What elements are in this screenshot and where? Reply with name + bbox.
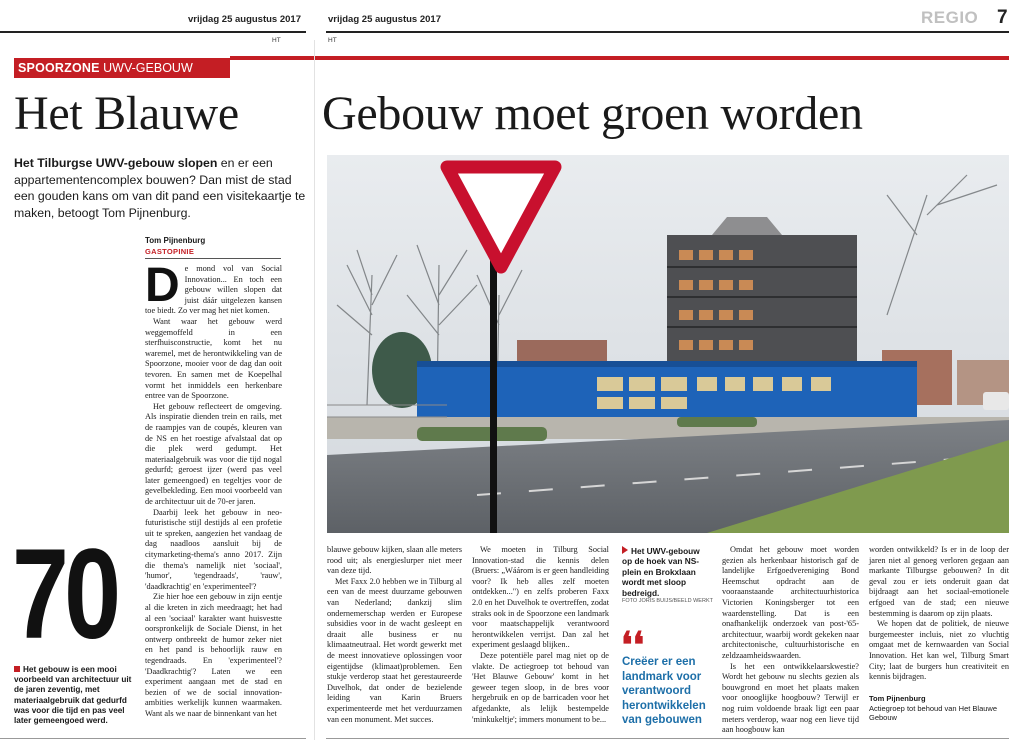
- article-column-3: [472, 545, 609, 725]
- paragraph: Zie hier hoe een gebouw in zijn eentje al die kreten in zich meedraagt; het had al een 'sociaal' karakter want huisvestte oorspronkelijk de Sociale Dienst, in het ontwerp ontbreekt de humor zeker niet en het pand is behoorlijk rauw en tegendraads. En 'experimenteel'? 'Daadkrachtig'? Laten we een experiment aangaan met de stad en bezien of we de social innovation-ambities werkelijk kunnen waarmaken. Want als we naar de binnenkant van het: [145, 592, 282, 718]
- headline-part1: Het Blauwe: [14, 87, 239, 140]
- byline-author: Tom Pijnenburg: [145, 236, 206, 245]
- paragraph: Is het een ontwikkelaarskwestie? Wordt het gebouw nu slechts gezien als bouwgrond en moet het plaats maken voor onooglijke hoogbouw? Terwijl er nog ruim voldoende braak ligt een paar meters verderop, waar nog een lieve tijd aan hoogbouw kan: [722, 661, 859, 735]
- section-label: [14, 58, 230, 78]
- footer-rule-right: [326, 738, 1009, 739]
- paragraph: Het gebouw reflecteert de omgeving. Als inspiratie dienden trein en rails, met de raampjes van de coupés, kleuren van de NS en het roestige afvalstaal dat op die plek werd gedumpt. Het materiaalgebruik was voor die tijd nogal gedurfd; geroest ijzer (werd pas veel later gemeengoed) en tegeltjes voor de gevelbekleding. Een mooi voorbeeld van de architectuur uit de 70-er jaren.: [145, 401, 282, 507]
- paragraph: Want waar het gebouw werd weggemoffeld in een sterfhuisconstructie, komt het nu waremel, met de herontwikkeling van de Spoorzone, mooier voor de dag dan ooit tevoren. En samen met de Koepelhal vormt het inmiddels een herkenbare entree van de Spoorzone.: [145, 316, 282, 401]
- paragraph: e mond vol van Social Innovation... En toch een gebouw willen slopen dat juist dáár uitgelezen kansen toe biedt. Zo ver mag het niet komen.: [145, 264, 282, 316]
- dropcap: D: [145, 259, 180, 312]
- label-secondary: UWV-GEBOUW: [103, 61, 193, 75]
- photo-caption: Het UWV-gebouw op de hoek van NS-plein en Brokxlaan wordt met sloop bedreigd.: [622, 546, 700, 598]
- quote-mark-icon: ❛❛: [621, 625, 645, 665]
- signature-role: Actiegroep tot behoud van Het Blauwe Gebouw: [869, 703, 998, 722]
- big-number: 70: [12, 523, 117, 666]
- footer-rule-left: [0, 738, 306, 739]
- page-number: 7: [997, 7, 1008, 28]
- date-right: vrijdag 25 augustus 2017: [328, 14, 441, 25]
- page-gutter: [314, 40, 315, 740]
- photo-illustration: [327, 155, 1009, 533]
- article-photo: [327, 155, 1009, 533]
- paragraph: blauwe gebouw kijken, slaan alle meters rood uit; als energieslurper niet meer van deze tijd.: [327, 545, 462, 576]
- photo-credit: FOTO JORIS BUIJS/BEELD WERKT: [622, 598, 713, 604]
- pull-quote: Creëer er een landmark voor verantwoord herontwikkelen van gebouwen: [622, 656, 706, 726]
- signature: [869, 694, 1009, 723]
- paragraph: We hopen dat de politiek, de nieuwe burgemeester incluis, niet zo vluchtig omgaat met de kernwaarden van Social Innovation. Het kan wel, Tilburg Smart City; laat de burgers hun creativiteit en kennis bijdragen.: [869, 619, 1009, 682]
- section-name: REGIO: [921, 8, 979, 27]
- date-left: vrijdag 25 augustus 2017: [188, 14, 301, 25]
- source-right: HT: [328, 37, 337, 44]
- intro-text: [14, 155, 306, 221]
- byline-kicker: GASTOPINIE: [145, 247, 195, 256]
- paragraph: Met Faxx 2.0 hebben we in Tilburg al een van de meest duurzame gebouwen van Nederland; dankzij slim ondernemerschap werden er Europese subsidies voor in de wacht gesleept en draait alle business er nu klimaatneutraal. Het wordt gewerkt met de meest innovatieve oplossingen voor eigentijdse (klimaat)problemen. Een stukje verderop staat het gerestaureerde Duvelhok, dat onder de bezielende leiding van Karin Bruers experimenteerde met het verduurzamen van een monument. Met succes.: [327, 576, 462, 724]
- intro-rest: en er een appartementencomplex bouwen? Dan mist de stad een gouden kans om van dit pand een visitekaartje te maken, betoogt Tom Pijnenburg.: [14, 156, 306, 220]
- article-column-4: [722, 545, 859, 735]
- label-rule: [230, 56, 1009, 60]
- article-column-5: [869, 545, 1009, 690]
- headline-part2: Gebouw moet groen worden: [322, 87, 863, 140]
- sidebar-caption: Het gebouw is een mooi voorbeeld van architectuur uit de jaren zeventig, met materiaalgebruik dat gedurfd was voor die tijd en pas veel later gemeengoed werd.: [14, 665, 132, 726]
- paragraph: Deze potentiële parel mag niet op de vlakte. De actiegroep tot behoud van 'Het Blauwe Gebouw' komt in het geweer tegen sloop, in de bres voor hergebruik en op de barricaden voor het afgedankte, als lelijk bestempelde 'minkukeltje'; immers monument to be...: [472, 650, 609, 724]
- source-left: HT: [272, 37, 281, 44]
- paragraph: We moeten in Tilburg Social Innovation-stad die kennis delen (Bruers: „Wáárom is er geen handleiding voor? Ik heb alles zelf moeten ontdekken...") en zelfs proberen Faxx 2.0 en het Duvelhok te overtreffen, zodat straks ook in de Spoorzone een landmark voor maatschappelijk verantwoord herontwikkelen verrijst. Dan zal het experiment geslaagd blijken..: [472, 545, 609, 650]
- caption-triangle-icon: [622, 546, 628, 554]
- intro-bold: Het Tilburgse UWV-gebouw slopen: [14, 156, 218, 170]
- label-primary: SPOORZONE: [18, 61, 100, 75]
- header-rule-left: [0, 31, 306, 33]
- header-rule-right: [326, 31, 1009, 33]
- paragraph: worden ontwikkeld? Is er in de loop der jaren niet al genoeg verloren gegaan aan markante Tilburgse gebouwen? In dit geval zou er iets onderuit gaan dat bijdraagt aan het sociaal-emotionele erfgoed van de stad; een nieuwe bestemming is daarom op zijn plaats.: [869, 545, 1009, 618]
- paragraph: Daarbij leek het gebouw in neo-futuristische stijl destijds al een profetie uit te spreken, aangezien het vandaag de dag naadloos aansluit bij de citymarketing-thema's anno 2017. Zijn die thema's namelijk niet 'sociaal', 'humor', 'tegendraads', 'rauw', 'daadkrachtig' en 'experimenteel'?: [145, 507, 282, 591]
- article-column-2: [327, 545, 462, 725]
- signature-name: Tom Pijnenburg: [869, 694, 926, 703]
- article-column-1: [145, 259, 282, 724]
- bullet-square-icon: [14, 666, 20, 672]
- paragraph: Omdat het gebouw moet worden gezien als herkenbaar historisch gaf de landelijke Erfgoedvereniging Bond Heemschut opdracht aan de vooraanstaande architectuurhistorica Victorien Koningsberger tot een waardenstelling. Dat is een onafhankelijk onderzoek van post-'65-architectuur, waarbij wordt gekeken naar architectonische, cultuurhistorische en zeldzaamheidswaarden.: [722, 545, 859, 660]
